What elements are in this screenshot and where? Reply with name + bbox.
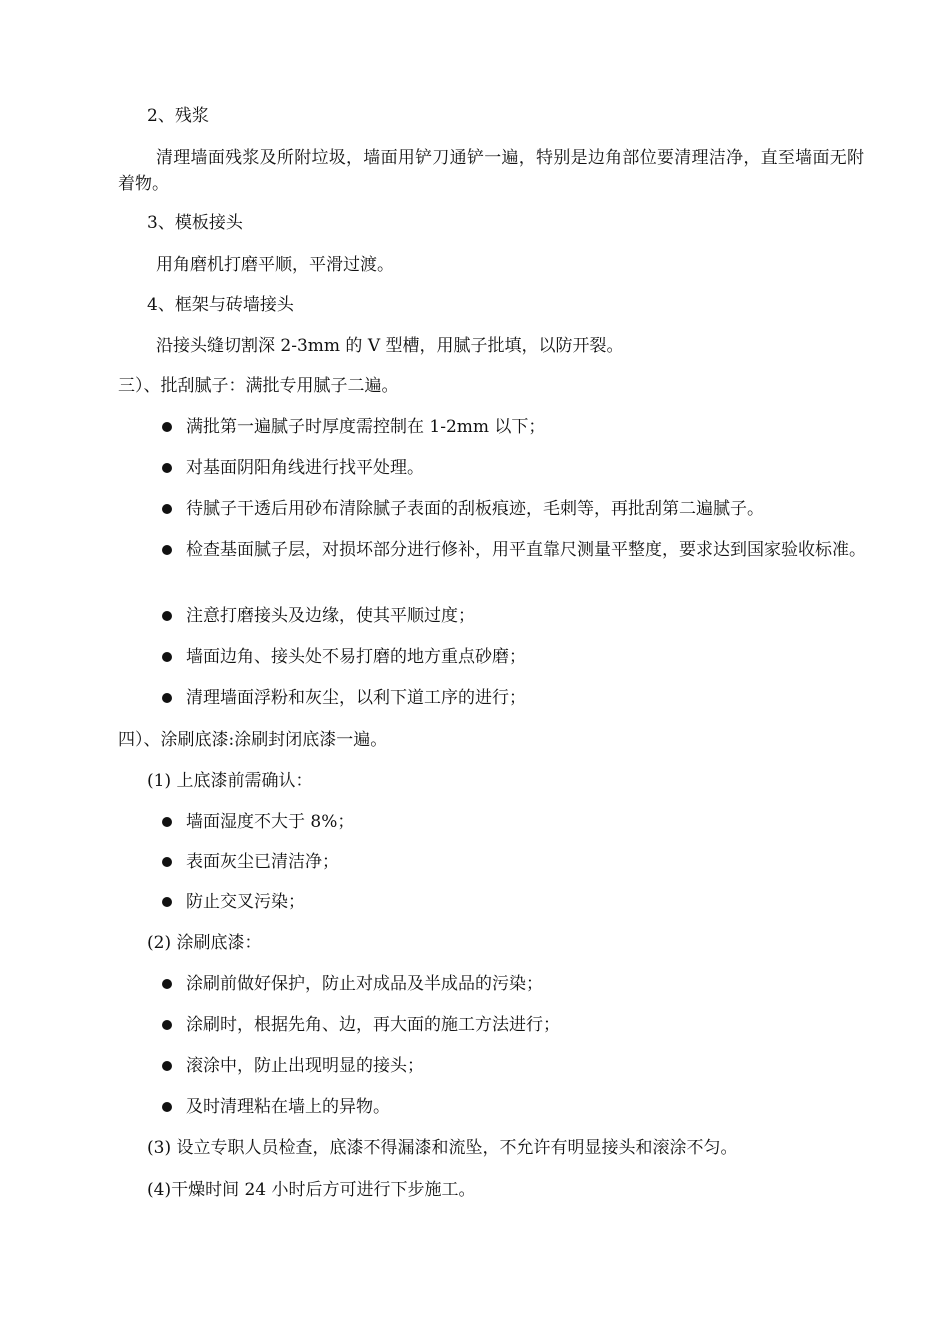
bullet-icon	[162, 1102, 172, 1112]
subheading-primer-check: (1) 上底漆前需确认：	[147, 771, 313, 791]
heading-formwork: 3、模板接头	[147, 213, 243, 233]
list-item: 表面灰尘已清洁净；	[162, 850, 864, 874]
list-item: 涂刷时，根据先角、边，再大面的施工方法进行；	[162, 1013, 864, 1037]
bullet-icon	[162, 463, 172, 473]
heading-primer: 四）、涂刷底漆:涂刷封闭底漆一遍。	[118, 730, 388, 750]
list-item: 墙面边角、接头处不易打磨的地方重点砂磨；	[162, 645, 864, 669]
list-item: 滚涂中，防止出现明显的接头；	[162, 1054, 864, 1078]
heading-putty: 三）、批刮腻子：满批专用腻子二遍。	[118, 376, 399, 396]
heading-frame-joint: 4、框架与砖墙接头	[147, 295, 294, 315]
list-item: 墙面湿度不大于 8%；	[162, 810, 864, 834]
heading-residue: 2、残浆	[147, 106, 209, 126]
list-item: 对基面阴阳角线进行找平处理。	[162, 456, 864, 480]
bullet-icon	[162, 1061, 172, 1071]
paragraph-frame-joint: 沿接头缝切割深 2-3mm 的 V 型槽，用腻子批填，以防开裂。	[156, 336, 624, 356]
bullet-icon	[162, 422, 172, 432]
subheading-primer-apply: (2) 涂刷底漆：	[147, 933, 262, 953]
bullet-icon	[162, 693, 172, 703]
list-item: 检查基面腻子层，对损坏部分进行修补，用平直靠尺测量平整度，要求达到国家验收标准。	[162, 538, 864, 562]
bullet-icon	[162, 1020, 172, 1030]
paragraph-residue: 清理墙面残浆及所附垃圾，墙面用铲刀通铲一遍，特别是边角部位要清理洁净，直至墙面无附着物。	[118, 148, 864, 194]
bullet-icon	[162, 979, 172, 989]
bullet-icon	[162, 857, 172, 867]
list-item: 注意打磨接头及边缘，使其平顺过度；	[162, 604, 864, 628]
paragraph-primer-drying: (4)干燥时间 24 小时后方可进行下步施工。	[147, 1180, 476, 1200]
list-item: 防止交叉污染；	[162, 890, 864, 914]
bullet-icon	[162, 611, 172, 621]
bullet-icon	[162, 817, 172, 827]
list-item: 待腻子干透后用砂布清除腻子表面的刮板痕迹，毛刺等，再批刮第二遍腻子。	[162, 497, 864, 521]
list-item: 满批第一遍腻子时厚度需控制在 1-2mm 以下；	[162, 415, 864, 439]
bullet-icon	[162, 504, 172, 514]
list-item: 涂刷前做好保护，防止对成品及半成品的污染；	[162, 972, 864, 996]
bullet-icon	[162, 545, 172, 555]
list-item: 清理墙面浮粉和灰尘，以利下道工序的进行；	[162, 686, 864, 710]
list-item: 及时清理粘在墙上的异物。	[162, 1095, 864, 1119]
paragraph-formwork: 用角磨机打磨平顺，平滑过渡。	[156, 255, 394, 275]
bullet-icon	[162, 652, 172, 662]
paragraph-primer-inspection: (3) 设立专职人员检查，底漆不得漏漆和流坠，不允许有明显接头和滚涂不匀。	[147, 1138, 738, 1158]
bullet-icon	[162, 897, 172, 907]
